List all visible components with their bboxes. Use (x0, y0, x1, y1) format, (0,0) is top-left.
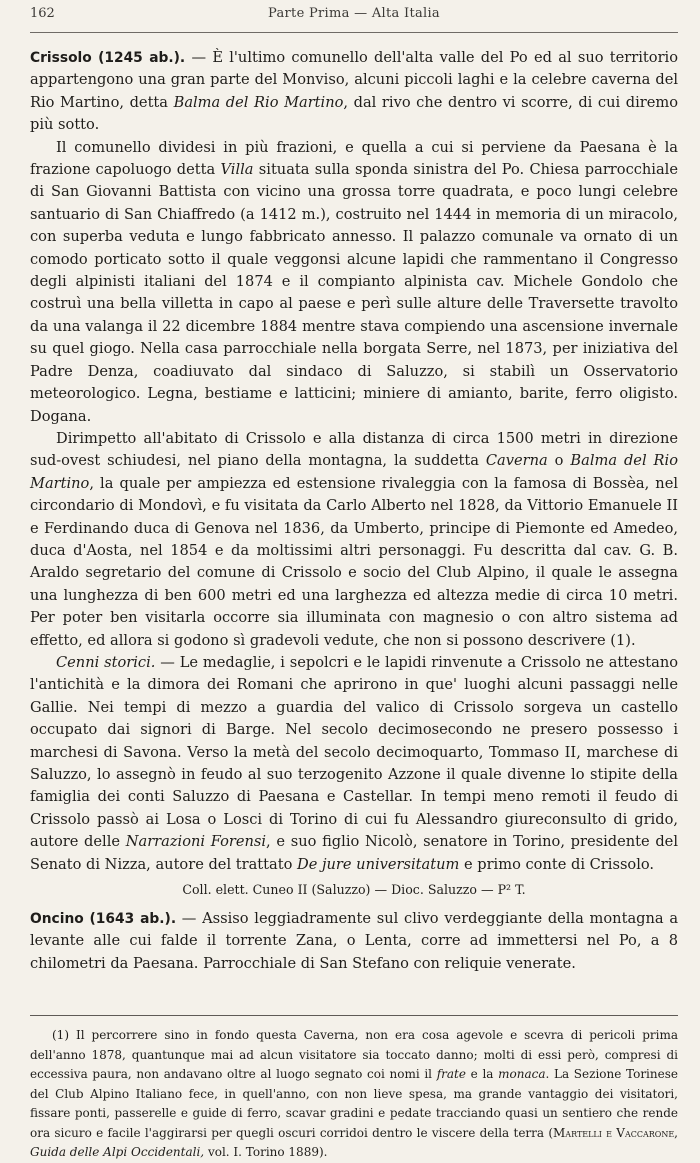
crissolo-caverna: Dirimpetto all'abitato di Crissolo e alla distanza di circa 1500 metri in direzione sud-ovest schiudesi, nel piano della montagna, la suddetta Caverna o Balma del Rio Martino, la quale per ampiezza ed estensione rivaleggia con la famosa di Bossèa, nel circondario di Mondovì, e fu visitata da Carlo Alberto nel 1828, da Vittorio Emanuele II e Ferdinando duca di Genova nel 1836, da Umberto, principe di Piemonte ed Amedeo, duca d'Aosta, nel 1854 e da moltissimi altri personaggi. Fu descritta dal cav. G. B. Araldo segretario del comune di Crissolo e socio del Club Alpino, il quale le assegna una lunghezza di ben 600 metri ed una larghezza ed altezza medie di circa 10 metri. Per poter ben visitarla occorre sia illuminata con magnesio o con altro sistema ad effetto, ed allora si godono sì gradevoli vedute, che non si possono descrivere (1). (30, 429, 678, 649)
header-rule (30, 32, 678, 33)
entry-name-crissolo: Crissolo (30, 50, 92, 66)
crissolo-cenni-storici: Cenni storici. — Le medaglie, i sepolcri e le lapidi rinvenute a Crissolo ne attestano l'antichità e la dimora dei Romani che aprirono in que' luoghi alcuni passaggi nelle Gallie. Nei tempi di mezzo a guardia del valico di Crissolo sorgeva un castello occupato dai signori di Barge. Nel secolo decimosecondo ne presero possesso i marchesi di Savona. Verso la metà del secolo decimoquarto, Tommaso II, marchese di Saluzzo, lo assegnò in feudo al suo terzogenito Azzone il quale divenne lo stipite della famiglia dei conti Saluzzo di Paesana e Castellar. In tempi meno remoti il feudo di Crissolo passò ai Losa o Losci di Torino di cui fu Alessandro giureconsulto di grido, autore delle Narrazioni Forensi, e suo figlio Nicolò, senatore in Torino, presidente del Senato di Nizza, autore del trattato De jure universitatum e primo conte di Crissolo. (30, 653, 679, 873)
collegio-line: Coll. elett. Cuneo II (Saluzzo) — Dioc. Saluzzo — P² T. (182, 882, 526, 898)
entry-name-oncino: Oncino (30, 911, 84, 928)
page-number: 162 (30, 6, 55, 21)
running-title: Parte Prima — Alta Italia (268, 6, 440, 21)
running-header (30, 6, 678, 28)
footnote-rule (30, 1015, 678, 1016)
entry-population-oncino: (1643 ab.). (89, 911, 177, 928)
crissolo-frazioni: Il comunello dividesi in più frazioni, e quella a cui si perviene da Paesana è la frazione capoluogo detta Villa situata sulla sponda sinistra del Po. Chiesa parrocchiale di San Giovanni Battista con vicino una grossa torre quadrata, e poco lungi celebre santuario di San Chiaffredo (a 1412 m.), costruito nel 1444 in memoria di un miracolo, con superba veduta e lungo fabbricato annesso. Il palazzo comunale va ornato di un comodo porticato sotto il quale veggonsi alcune lapidi che rammentano il Congresso degli alpinisti italiani del 1874 e il compianto alpinista cav. Michele Gondolo che costruì una bella villetta in capo al paese e perì sulle alture delle Traversette travolto da una valanga il 22 dicembre 1884 mentre stava compiendo una ascensione invernale su quel giogo. Nella casa parrocchiale nella borgata Serre, nel 1873, per iniziativa del Padre Denza, coadiuvato dal sindaco di Saluzzo, si stabilì un Osservatorio meteorologico. Legna, bestiame e latticini; miniere di amianto, barite, ferro oligisto. Dogana. (30, 138, 678, 425)
oncino-entry: Oncino (1643 ab.). — Assiso leggiadramente sul clivo verdeggiante della montagna a levante alle cui falde il torrente Zana, o Lenta, corre ad immettersi nel Po, a 8 chilometri da Paesana. Parrocchiale di San Stefano con reliquie venerate. (30, 910, 679, 972)
crissolo-intro: Crissolo (1245 ab.). — È l'ultimo comunello dell'alta valle del Po ed al suo territorio appartengono una gran parte del Monviso, alcuni piccoli laghi e la celebre caverna del Rio Martino, detta Balma del Rio Martino, dal rivo che dentro vi scorre, di cui diremo più sotto. (30, 49, 679, 134)
footnote-authors: Martelli e Vaccarone, (553, 1125, 678, 1140)
entry-population-crissolo: (1245 ab.). (98, 50, 186, 66)
book-page (30, 0, 678, 1163)
footnote: (1) Il percorrere sino in fondo questa Caverna, non era cosa agevole e scevra di pericoli prima dell'anno 1878, quantunque mai ad alcun visitatore sia toccato danno; molti di essi però, compresi di eccessiva paura, non andavano oltre al luogo segnato coi nomi il frate e la monaca. La Sezione Torinese del Club Alpino Italiano fece, in quell'anno, con non lieve spesa, ma grande vantaggio dei visitatori, fissare ponti, passerelle e guide di ferro, scavar gradini e pedate tracciando quasi un sentiero che rende ora sicuro e facile l'aggirarsi per quegli oscuri corridoi dentro le viscere della terra (Martelli e Vaccarone, Guida delle Alpi Occidentali, vol. I. Torino 1889). (30, 1028, 678, 1160)
